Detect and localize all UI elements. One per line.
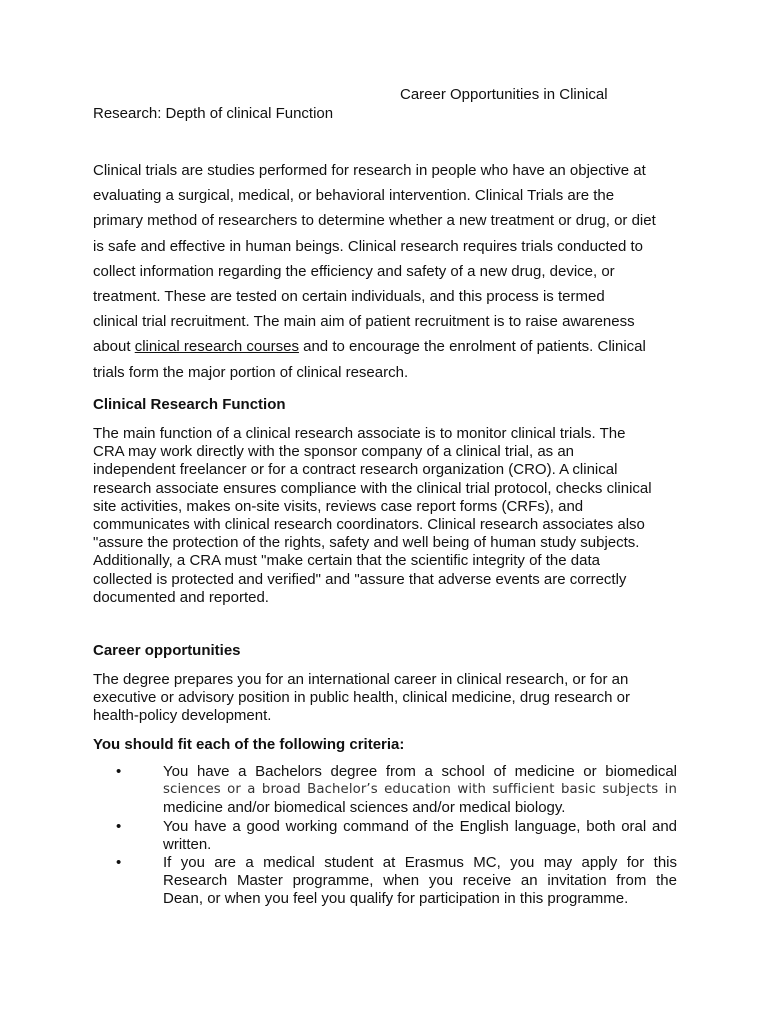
clinical-research-courses-link[interactable]: clinical research courses xyxy=(134,338,299,356)
criteria-line: medicine and/or biomedical sciences and/or medical biology. xyxy=(163,799,566,817)
intro-line: evaluating a surgical, medical, or behavioral intervention. Clinical Trials are the xyxy=(93,187,615,205)
criteria-list xyxy=(93,763,677,909)
paragraph-line: research associate ensures compliance with the clinical trial protocol, checks clinical xyxy=(93,479,652,497)
criteria-item-text xyxy=(163,763,677,818)
bullet-icon: • xyxy=(116,763,122,780)
paragraph-line: Additionally, a CRA must "make certain that the scientific integrity of the data xyxy=(93,552,600,570)
criteria-list-item xyxy=(93,854,677,909)
criteria-list-item xyxy=(93,763,677,818)
bullet-icon: • xyxy=(116,817,122,835)
intro-line: is safe and effective in human beings. Clinical research requires trials conducted to xyxy=(93,237,644,255)
intro-paragraph xyxy=(93,158,693,385)
criteria-list-item xyxy=(93,818,677,854)
paragraph-line: health-policy development. xyxy=(93,707,272,725)
intro-line: collect information regarding the efficiency and safety of a new drug, device, or xyxy=(93,262,615,280)
intro-line: Clinical trials are studies performed for research in people who have an objective at xyxy=(93,162,646,179)
criteria-heading: You should fit each of the following criteria: xyxy=(93,736,405,753)
intro-text: about xyxy=(93,338,135,356)
intro-line: treatment. These are tested on certain individuals, and this process is termed xyxy=(93,288,605,306)
paragraph-line: The degree prepares you for an international career in clinical research, or for an xyxy=(93,671,629,688)
section-heading-clinical-research-function: Clinical Research Function xyxy=(93,396,286,413)
criteria-item-text xyxy=(163,818,677,854)
criteria-item-text xyxy=(163,854,677,909)
paragraph-line: "assure the protection of the rights, safety and well being of human study subjects. xyxy=(93,534,640,552)
clinical-research-function-paragraph xyxy=(93,425,652,607)
intro-text: and to encourage the enrolment of patients. Clinical xyxy=(298,338,646,356)
career-opportunities-paragraph xyxy=(93,671,630,726)
paragraph-line: independent freelancer or for a contract research organization (CRO). A clinical xyxy=(93,461,618,479)
paragraph-line: The main function of a clinical research associate is to monitor clinical trials. The xyxy=(93,425,626,442)
paragraph-line: collected is protected and verified" and "assure that adverse events are correctly xyxy=(93,570,627,588)
criteria-line: Dean, or when you feel you qualify for participation in this programme. xyxy=(163,890,629,908)
bullet-icon: • xyxy=(116,854,122,872)
paragraph-line: CRA may work directly with the sponsor company of a clinical trial, as an xyxy=(93,443,575,461)
intro-line: primary method of researchers to determine whether a new treatment or drug, or diet xyxy=(93,212,656,230)
criteria-line: You have a Bachelors degree from a school of medicine or biomedical xyxy=(163,763,677,780)
paragraph-line: documented and reported. xyxy=(93,588,269,606)
intro-line: trials form the major portion of clinical research. xyxy=(93,363,409,381)
document-title-line-1: Career Opportunities in Clinical xyxy=(400,86,608,103)
document-title-line-2: Research: Depth of clinical Function xyxy=(93,105,334,122)
paragraph-line: communicates with clinical research coordinators. Clinical research associates also xyxy=(93,516,645,534)
intro-line: clinical trial recruitment. The main aim of patient recruitment is to raise awareness xyxy=(93,313,635,331)
criteria-line: You have a good working command of the English language, both oral and xyxy=(163,817,677,835)
paragraph-line: site activities, makes on-site visits, reviews case report forms (CRFs), and xyxy=(93,497,584,515)
criteria-line: sciences or a broad Bachelor’s education with sufficient basic subjects in xyxy=(163,782,677,798)
criteria-line: Research Master programme, when you receive an invitation from the xyxy=(163,872,677,890)
section-heading-career-opportunities: Career opportunities xyxy=(93,642,241,659)
intro-line-with-link xyxy=(93,334,693,359)
criteria-line: written. xyxy=(163,835,212,853)
criteria-line: If you are a medical student at Erasmus MC, you may apply for this xyxy=(163,854,677,872)
paragraph-line: executive or advisory position in public health, clinical medicine, drug research or xyxy=(93,689,630,707)
